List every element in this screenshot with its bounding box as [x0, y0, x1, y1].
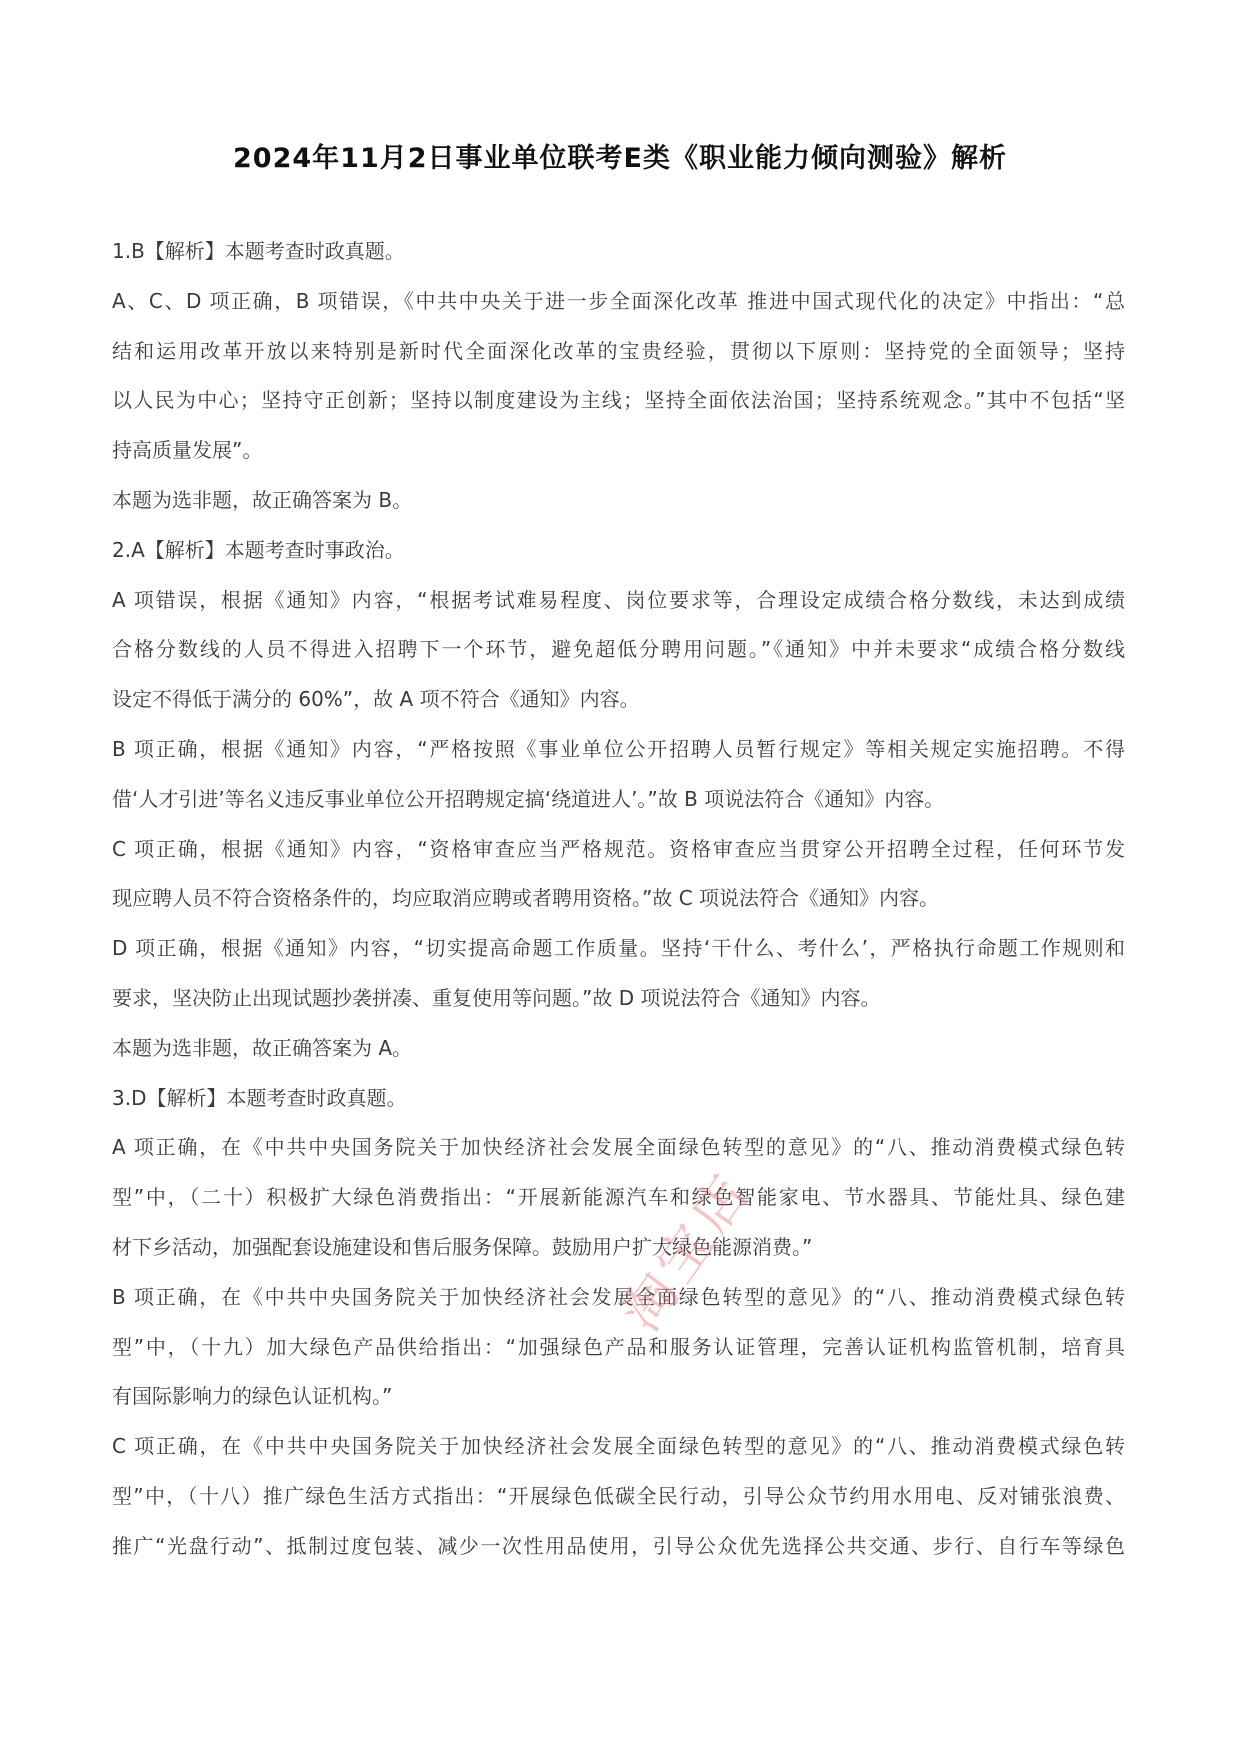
document-title: 2024年11月2日事业单位联考E类《职业能力倾向测验》解析: [233, 143, 1007, 174]
text-line: 2.A【解析】本题考查时事政治。: [112, 537, 405, 562]
text-line: C 项正确，在《中共中央国务院关于加快经济社会发展全面绿色转型的意见》的“八、推动消费模式绿色转: [112, 1434, 1125, 1459]
text-line: 要求，坚决防止出现试题抄袭拼凑、重复使用等问题。”故 D 项说法符合《通知》内容。: [112, 985, 881, 1010]
text-line: 材下乡活动，加强配套设施建设和售后服务保障。鼓励用户扩大绿色能源消费。”: [112, 1234, 813, 1259]
text-line: A 项错误，根据《通知》内容，“根据考试难易程度、岗位要求等，合理设定成绩合格分数线，未达到成绩: [112, 587, 1125, 612]
text-line: C 项正确，根据《通知》内容，“资格审查应当严格规范。资格审查应当贯穿公开招聘全过程，任何环节发: [112, 836, 1125, 861]
text-line: 借‘人才引进’等名义违反事业单位公开招聘规定搞‘绕道进人’。”故 B 项说法符合《通知》内容。: [112, 786, 945, 811]
text-line: 本题为选非题，故正确答案为 B。: [112, 487, 413, 512]
text-line: 推广“光盘行动”、抵制过度包装、减少一次性用品使用，引导公众优先选择公共交通、步行、自行车等绿色: [112, 1533, 1125, 1558]
text-line: 有国际影响力的绿色认证机构。”: [112, 1384, 393, 1409]
text-line: 合格分数线的人员不得进入招聘下一个环节，避免超低分聘用问题。”《通知》中并未要求“成绩合格分数线: [112, 637, 1125, 662]
text-line: 型”中，（十九）加大绿色产品供给指出：“加强绿色产品和服务认证管理，完善认证机构监管机制，培育具: [112, 1334, 1125, 1359]
text-line: D 项正确，根据《通知》内容，“切实提高命题工作质量。坚持‘干什么、考什么’，严格执行命题工作规则和: [112, 936, 1125, 961]
text-line: 3.D【解析】本题考查时政真题。: [112, 1085, 407, 1110]
watermark: 淘宝店: [609, 1158, 764, 1343]
text-line: 型”中，（十八）推广绿色生活方式指出：“开展绿色低碳全民行动，引导公众节约用水用电、反对铺张浪费、: [112, 1483, 1125, 1508]
text-line: 1.B【解析】本题考查时政真题。: [112, 239, 405, 263]
text-line: A 项正确，在《中共中央国务院关于加快经济社会发展全面绿色转型的意见》的“八、推动消费模式绿色转: [112, 1135, 1125, 1160]
text-line: 本题为选非题，故正确答案为 A。: [112, 1035, 413, 1060]
text-line: B 项正确，在《中共中央国务院关于加快经济社会发展全面绿色转型的意见》的“八、推动消费模式绿色转: [112, 1284, 1125, 1309]
text-line: 以人民为中心；坚持守正创新；坚持以制度建设为主线；坚持全面依法治国；坚持系统观念。”其中不包括“坚: [112, 388, 1125, 413]
text-line: 设定不得低于满分的 60%”，故 A 项不符合《通知》内容。: [112, 687, 640, 712]
text-line: 型”中，（二十）积极扩大绿色消费指出：“开展新能源汽车和绿色智能家电、节水器具、节能灶具、绿色建: [112, 1185, 1125, 1210]
text-line: 持高质量发展”。: [112, 438, 263, 463]
text-line: 现应聘人员不符合资格条件的，均应取消应聘或者聘用资格。”故 C 项说法符合《通知》内容。: [112, 886, 940, 911]
document-body: [112, 227, 1125, 1572]
text-line: 结和运用改革开放以来特别是新时代全面深化改革的宝贵经验，贯彻以下原则：坚持党的全面领导；坚持: [112, 338, 1125, 363]
text-line: B 项正确，根据《通知》内容，“严格按照《事业单位公开招聘人员暂行规定》等相关规定实施招聘。不得: [112, 736, 1125, 761]
text-line: A、C、D 项正确，B 项错误，《中共中央关于进一步全面深化改革 推进中国式现代化的决定》中指出：“总: [112, 288, 1125, 313]
